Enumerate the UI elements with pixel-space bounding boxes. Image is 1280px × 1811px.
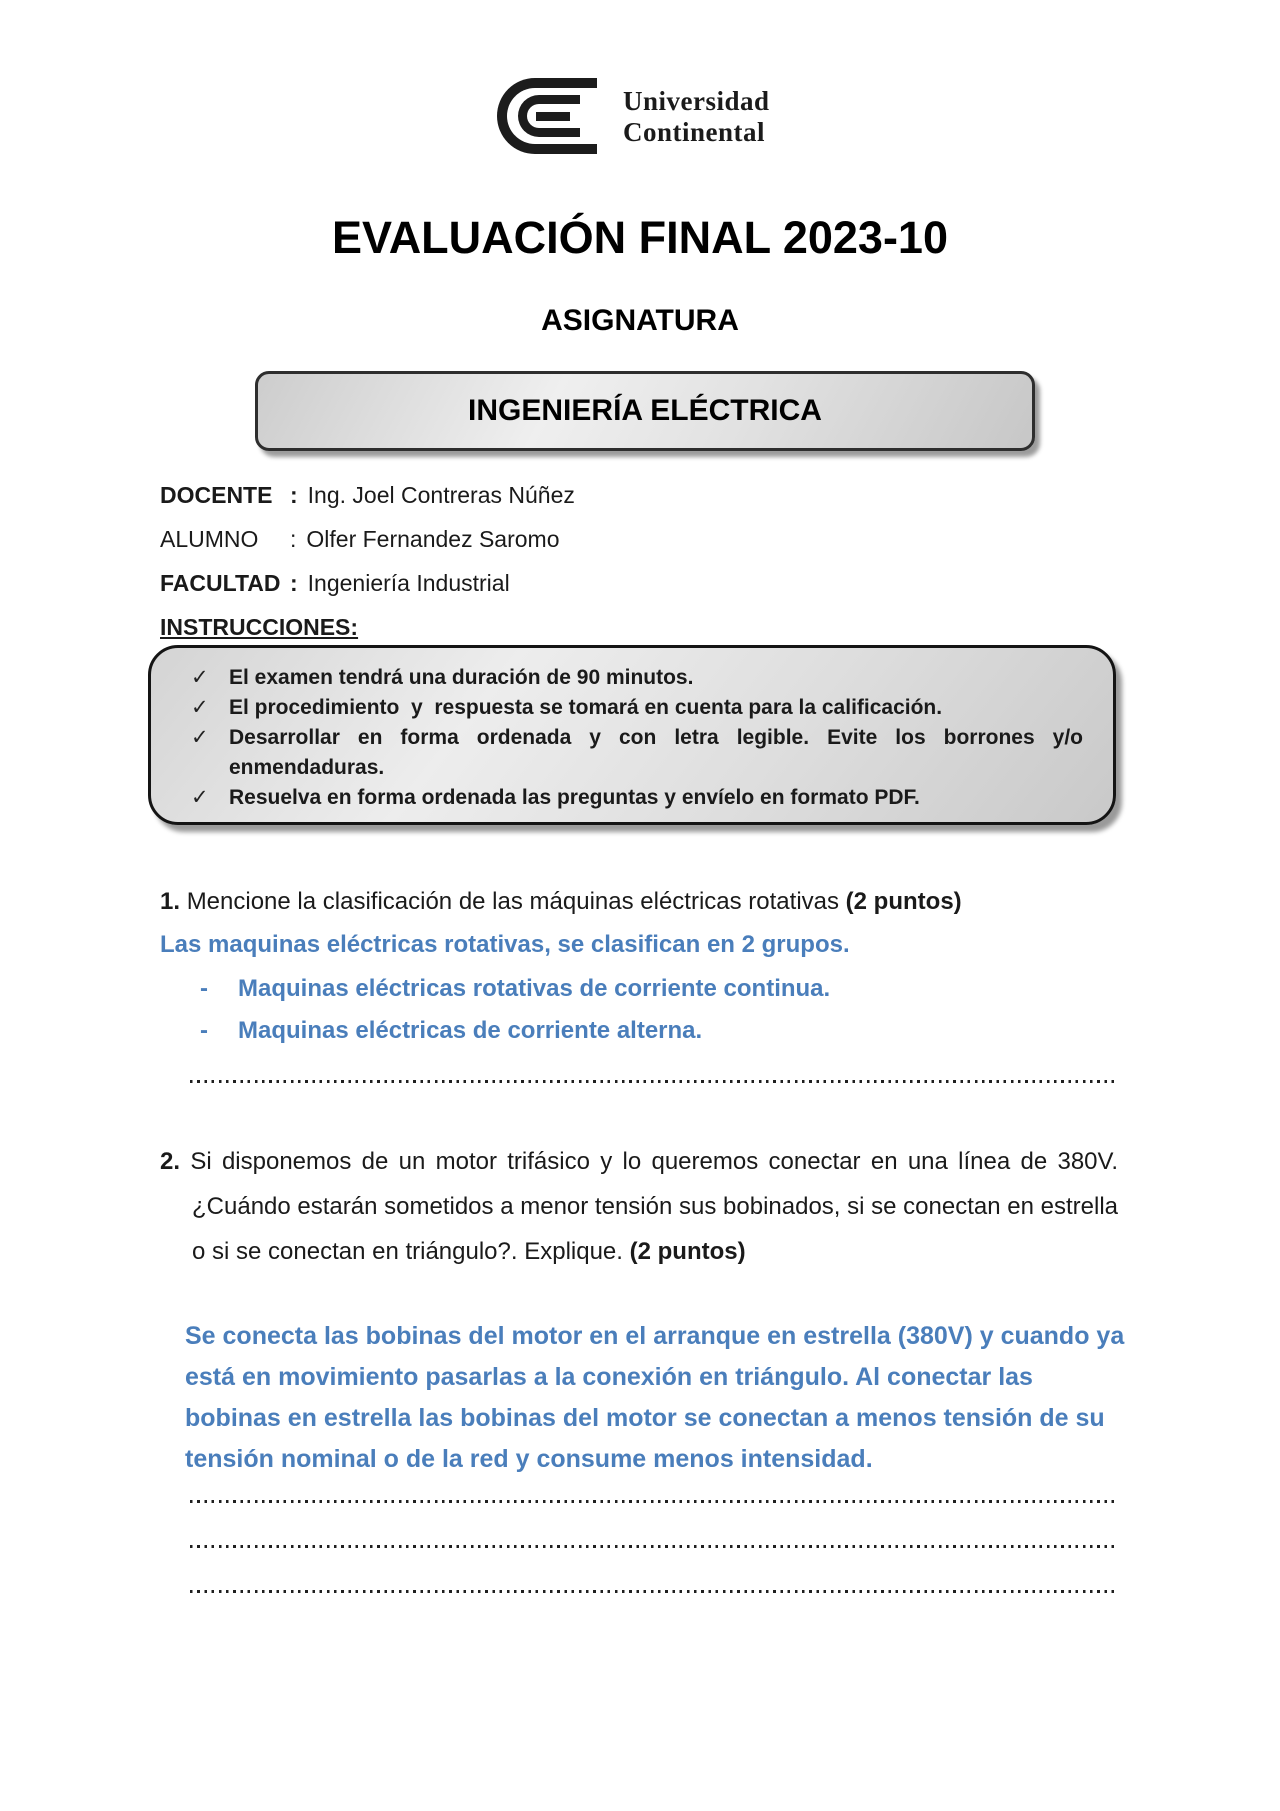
instruction-text: Desarrollar en forma ordenada y con letra legible. Evite los borrones y/o enmendaduras. [229, 726, 1089, 779]
asignatura-heading: ASIGNATURA [541, 304, 739, 337]
continental-logo-icon [497, 78, 607, 156]
answer-dotted-line [190, 1590, 1118, 1593]
answer-dotted-line [190, 1545, 1118, 1548]
question-1-number: 1. [160, 888, 181, 915]
question-2-points: (2 puntos) [629, 1238, 746, 1265]
instruction-text: El procedimiento y respuesta se tomará en cuenta para la calificación. [229, 696, 943, 719]
exam-info-section [160, 482, 960, 614]
alumno-label: ALUMNO [160, 526, 259, 552]
logo-line-2: Continental [623, 117, 766, 147]
question-1-points: (2 puntos) [845, 888, 962, 915]
info-row-facultad [160, 570, 960, 614]
course-name: INGENIERÍA ELÉCTRICA [468, 394, 822, 427]
instructions-list [191, 663, 1089, 813]
answer-1-bullet-text: Maquinas eléctricas rotativas de corriente continua. [238, 975, 831, 1002]
checkmark-icon: ✓ [191, 696, 209, 719]
info-row-docente [160, 482, 960, 526]
checkmark-icon: ✓ [191, 786, 209, 809]
answer-1-intro: Las maquinas eléctricas rotativas, se clasifican en 2 grupos. [160, 931, 850, 958]
instruction-item [191, 723, 1089, 783]
exam-title: EVALUACIÓN FINAL 2023-10 [332, 212, 948, 263]
bullet-dash: - [200, 975, 208, 1002]
info-row-alumno [160, 526, 960, 570]
answer-dotted-line [190, 1500, 1118, 1503]
instructions-box [148, 645, 1116, 825]
facultad-label: FACULTAD [160, 570, 281, 596]
bullet-dash: - [200, 1017, 208, 1044]
checkmark-icon: ✓ [191, 666, 209, 689]
alumno-separator: : [290, 526, 297, 552]
instruction-text: Resuelva en forma ordenada las preguntas y envíelo en formato PDF. [229, 786, 920, 809]
checkmark-icon: ✓ [191, 726, 209, 749]
answer-2-text: Se conecta las bobinas del motor en el arranque en estrella (380V) y cuando ya está en movimiento pasarlas a la conexión en triángulo. Al conectar las bobinas en estrella las bobinas del motor se conectan a menos tensión de su tensión nominal o de la red y consume menos intensidad. [185, 1322, 1125, 1473]
question-1-text: Mencione la clasificación de las máquinas eléctricas rotativas [186, 888, 839, 915]
answer-1-bullet-text: Maquinas eléctricas de corriente alterna. [238, 1017, 703, 1044]
instruction-item [191, 693, 1083, 723]
docente-label: DOCENTE [160, 482, 273, 508]
answer-dotted-line [190, 1080, 1118, 1083]
facultad-separator: : [290, 570, 298, 596]
instruction-item [191, 783, 1083, 813]
docente-separator: : [290, 482, 298, 508]
question-2-text: Si disponemos de un motor trifásico y lo queremos conectar en una línea de 380V. ¿Cuándo estarán sometidos a menor tensión sus bobinados, si se conectan en estrella o si se conectan en triángulo?. Explique. [190, 1148, 1118, 1265]
docente-value: Ing. Joel Contreras Núñez [307, 482, 575, 508]
question-1 [160, 886, 1125, 918]
question-2 [160, 1139, 1118, 1274]
course-name-box [255, 371, 1035, 451]
question-2-number: 2. [160, 1148, 181, 1175]
instruction-text: El examen tendrá una duración de 90 minutos. [229, 666, 694, 689]
alumno-value: Olfer Fernandez Saromo [306, 526, 560, 552]
answer-1-bullet [200, 1017, 702, 1045]
answer-1-bullet [200, 975, 830, 1003]
instruction-item [191, 663, 1083, 693]
facultad-value: Ingeniería Industrial [307, 570, 510, 596]
university-logo [497, 78, 770, 156]
logo-line-1: Universidad [623, 86, 770, 116]
instructions-heading: INSTRUCCIONES: [160, 614, 359, 640]
university-logo-text [623, 86, 770, 148]
